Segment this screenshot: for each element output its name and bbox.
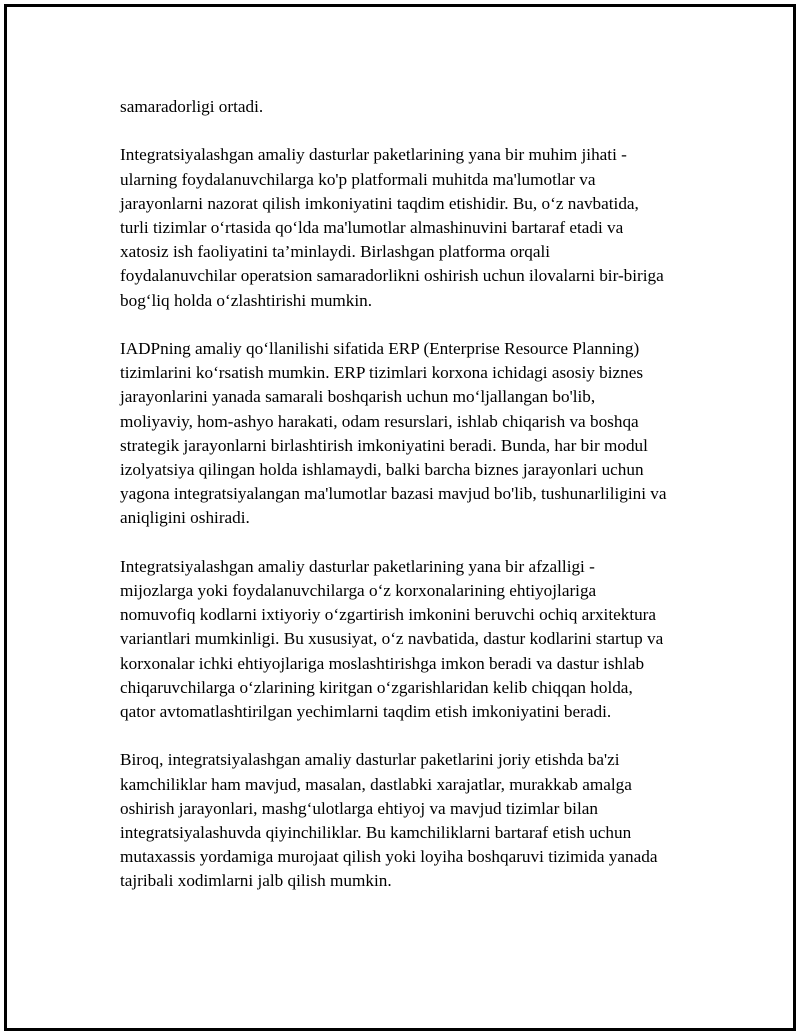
paragraph-continuation: samaradorligi ortadi.	[120, 97, 264, 116]
document-page	[4, 4, 796, 1031]
document-body	[120, 95, 670, 918]
paragraph-open-architecture: Integratsiyalashgan amaliy dasturlar paketlarining yana bir afzalligi - mijozlarga yoki foydalanuvchilarga o‘z korxonalarining ehtiyojlariga nomuvofiq kodlarni ixtiyoriy o‘zgartirish imkonini beruvchi ochiq arxitektura variantlari mumkinligi. Bu xususiyat, o‘z navbatida, dastur kodlarini startup va korxonalar ichki ehtiyojlariga moslashtirishga imkon beradi va dastur ishlab chiqaruvchilarga o‘zlarining kiritgan o‘zgarishlaridan kelib chiqqan holda, qator avtomatlashtirilgan yechimlarni taqdim etish imkoniyatini beradi.	[120, 556, 664, 722]
paragraph-multiplatform-control: Integratsiyalashgan amaliy dasturlar paketlarining yana bir muhim jihati - ularning foydalanuvchilarga ko'p platformali muhitda ma'lumotlar va jarayonlarni nazorat qilish imkoniyatini taqdim etishidir. Bu, o‘z navbatida, turli tizimlar o‘rtasida qo‘lda ma'lumotlar almashinuvini bartaraf etadi va xatosiz ish faoliyatini ta’minlaydi. Birlashgan platforma orqali foydalanuvchilar operatsion samaradorlikni oshirish uchun ilovalarni bir-biriga bog‘liq holda o‘zlashtirishi mumkin.	[120, 145, 664, 310]
paragraph-erp-systems: IADPning amaliy qo‘llanilishi sifatida ERP (Enterprise Resource Planning) tizimlarini ko‘rsatish mumkin. ERP tizimlari korxona ichidagi asosiy biznes jarayonlarini yanada samarali boshqarish uchun mo‘ljallangan bo'lib, moliyaviy, hom-ashyo harakati, odam resurslari, ishlab chiqarish va boshqa strategik jarayonlarni birlashtirish imkoniyatini beradi. Bunda, har bir modul izolyatsiya qilingan holda ishlamaydi, balki barcha biznes jarayonlari uchun yagona integratsiyalangan ma'lumotlar bazasi mavjud bo'lib, tushunarliligini va aniqligini oshiradi.	[120, 339, 667, 528]
paragraph-drawbacks: Biroq, integratsiyalashgan amaliy dasturlar paketlarini joriy etishda ba'zi kamchiliklar ham mavjud, masalan, dastlabki xarajatlar, murakkab amalga oshirish jarayonlari, mashg‘ulotlarga ehtiyoj va mavjud tizimlar bilan integratsiyalashuvda qiyinchiliklar. Bu kamchiliklarni bartaraf etish uchun mutaxassis yordamiga murojaat qilish yoki loyiha boshqaruvi tizimida yanada tajribali xodimlarni jalb qilish mumkin.	[120, 750, 658, 891]
